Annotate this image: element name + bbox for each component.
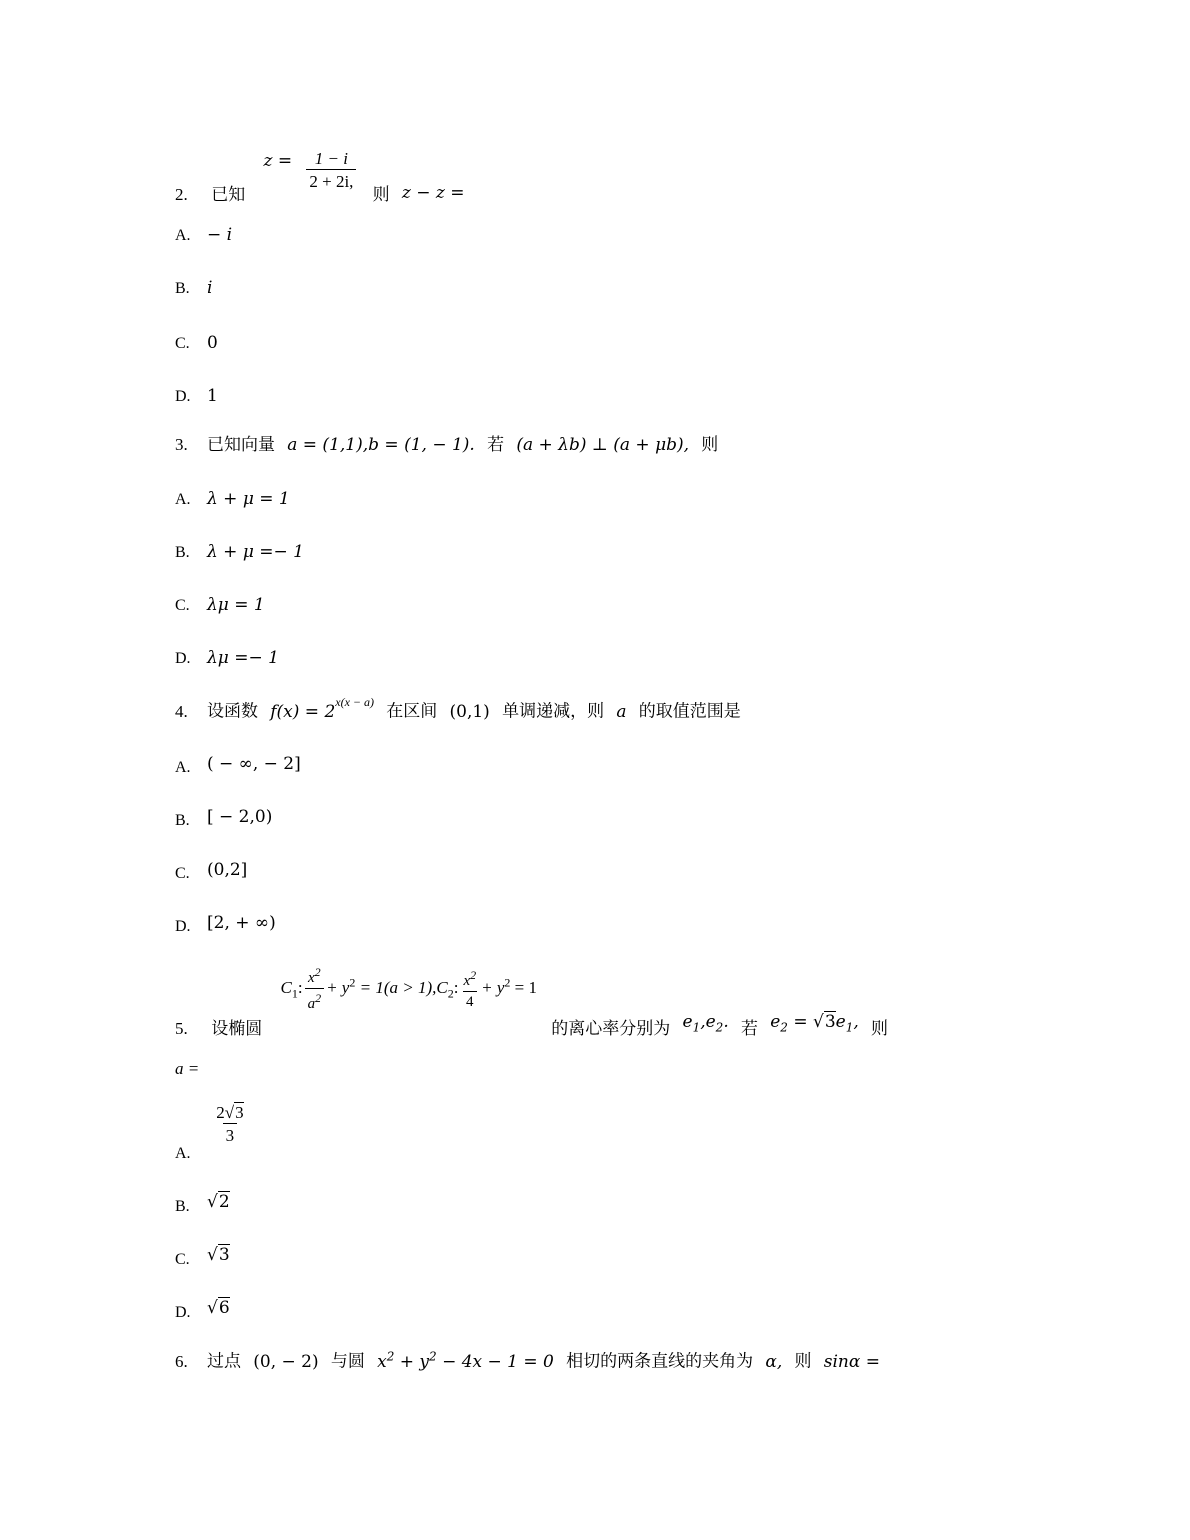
c2-fraction [460, 969, 479, 1010]
c1-denominator: $a^2$ [305, 988, 325, 1012]
option-text: (0,2] [207, 860, 248, 880]
fraction-denominator: 2 + 2i, [306, 169, 356, 190]
conjugate-expression: z − z = [401, 182, 465, 203]
question-number: 3. [175, 435, 188, 454]
monotonic-word: 单调递减，则 [502, 701, 605, 722]
option-text: i [207, 278, 213, 298]
c1-fraction [305, 966, 325, 1012]
interval-word: 在区间 [386, 701, 438, 722]
option-text: 0 [207, 333, 218, 353]
function-exponent: x(x − a) [335, 695, 375, 709]
question-stem: 已知 [211, 184, 246, 205]
option-text: √6 [207, 1298, 230, 1318]
option-d[interactable] [175, 1298, 238, 1321]
fraction [306, 150, 356, 190]
option-d[interactable] [175, 913, 284, 935]
option-b[interactable] [175, 279, 220, 297]
c2-numerator: $x^2$ [463, 967, 477, 989]
option-c[interactable] [175, 334, 226, 352]
option-label: C. [175, 335, 190, 352]
option-text: λ + μ = 1 [207, 489, 290, 509]
option-text: √2 [207, 1192, 230, 1212]
option-d[interactable] [175, 387, 226, 405]
z-label: z = [263, 150, 293, 171]
fraction-denominator: 3 [223, 1123, 238, 1144]
option-text: 1 [207, 386, 218, 406]
option-d[interactable] [175, 649, 287, 667]
question-2 [175, 142, 473, 205]
option-label: A. [175, 759, 191, 776]
c2-y-term: + y [481, 977, 505, 997]
option-label: A. [175, 227, 191, 244]
option-label: C. [175, 865, 190, 882]
option-c[interactable] [175, 860, 255, 882]
c1-y-term: + y [326, 977, 350, 997]
question-3 [175, 436, 718, 454]
option-text: − i [207, 225, 233, 245]
option-label: C. [175, 597, 190, 614]
variable-a: a [616, 701, 627, 722]
circle-equation: $x^2 + y^2 - 4x - 1 = 0$ [377, 1349, 554, 1372]
option-b[interactable] [175, 1192, 238, 1215]
option-b[interactable] [175, 543, 312, 561]
circle-word: 与圆 [330, 1351, 365, 1372]
option-text: [2, + ∞) [207, 913, 276, 933]
question-number: 4. [175, 701, 188, 721]
question-4 [175, 695, 741, 722]
then-word: 则 [372, 184, 390, 205]
option-a[interactable] [175, 226, 240, 244]
perpendicular-condition: (a + λb) ⊥ (a + μb), [516, 435, 690, 455]
option-fraction [213, 1104, 246, 1144]
option-text: √3 [207, 1245, 230, 1265]
c2-equality: = 1 [514, 977, 537, 997]
option-text: λμ = 1 [207, 595, 265, 615]
option-label: D. [175, 1304, 191, 1321]
ellipse-equations: $C_1$: $\frac{x^2}{a^2}$ + $y^2 = 1(a > 1),C_2$: $\frac{x^2}{4}$ + $y^2 = 1$ [280, 965, 537, 1012]
vectors-definition: a = (1,1),b = (1, − 1). [287, 435, 475, 455]
question-stem: 设椭圆 [211, 1018, 263, 1039]
option-label: B. [175, 544, 190, 561]
question-stem: 过点 [207, 1351, 241, 1372]
if-word: 若 [487, 435, 505, 455]
question-number: 6. [175, 1351, 188, 1371]
option-label: B. [175, 280, 190, 297]
option-label: C. [175, 1251, 190, 1268]
then-word: 则 [871, 1018, 889, 1039]
eccentricity-word: 的离心率分别为 [551, 1018, 671, 1039]
option-a[interactable] [175, 490, 298, 508]
option-label: D. [175, 388, 191, 405]
interval: (0,1) [449, 701, 490, 722]
option-b[interactable] [175, 807, 280, 829]
c1-numerator: $x^2$ [307, 965, 321, 986]
if-word: 若 [740, 1018, 758, 1039]
point: (0, − 2) [253, 1351, 319, 1372]
alpha: α, [765, 1351, 783, 1372]
fraction-numerator: 2√3 [216, 1103, 244, 1122]
option-label: A. [175, 1145, 191, 1162]
question-stem: 已知向量 [207, 435, 275, 455]
c2-denominator: 4 [463, 991, 477, 1010]
option-text: λμ =− 1 [207, 648, 279, 668]
a-equals: a = [175, 1059, 200, 1078]
option-label: D. [175, 650, 191, 667]
option-c[interactable] [175, 1245, 238, 1268]
c1-equality: = 1(a > 1),C [359, 977, 448, 997]
option-label: B. [175, 812, 190, 829]
then-word: 则 [701, 435, 719, 455]
sine-expression: sinα = [823, 1351, 880, 1372]
option-label: A. [175, 491, 191, 508]
eccentricity-condition: $e_2 = √3e_1$, [770, 1011, 859, 1035]
eccentricities: $e_1,e_2$. [682, 1011, 729, 1035]
option-label: B. [175, 1198, 190, 1215]
question-stem: 设函数 [207, 701, 258, 722]
option-text: [ − 2,0) [207, 807, 273, 827]
option-c[interactable] [175, 596, 273, 614]
option-text: λ + μ =− 1 [207, 542, 304, 562]
question-6 [175, 1350, 888, 1371]
option-a[interactable] [175, 754, 309, 776]
option-a[interactable] [175, 1103, 249, 1162]
question-5 [175, 962, 889, 1039]
question-number: 2. [175, 184, 188, 204]
then-word: 则 [794, 1351, 812, 1372]
answer-prompt [175, 1060, 199, 1077]
tangent-word: 相切的两条直线的夹角为 [566, 1351, 754, 1372]
range-word: 的取值范围是 [638, 701, 741, 722]
option-label: D. [175, 918, 191, 935]
fraction-numerator: 1 − i [314, 149, 348, 168]
option-text: ( − ∞, − 2] [207, 754, 301, 774]
function-base: f(x) = 2 [270, 701, 336, 722]
c1-label: C [280, 977, 292, 997]
question-number: 5. [175, 1018, 188, 1038]
